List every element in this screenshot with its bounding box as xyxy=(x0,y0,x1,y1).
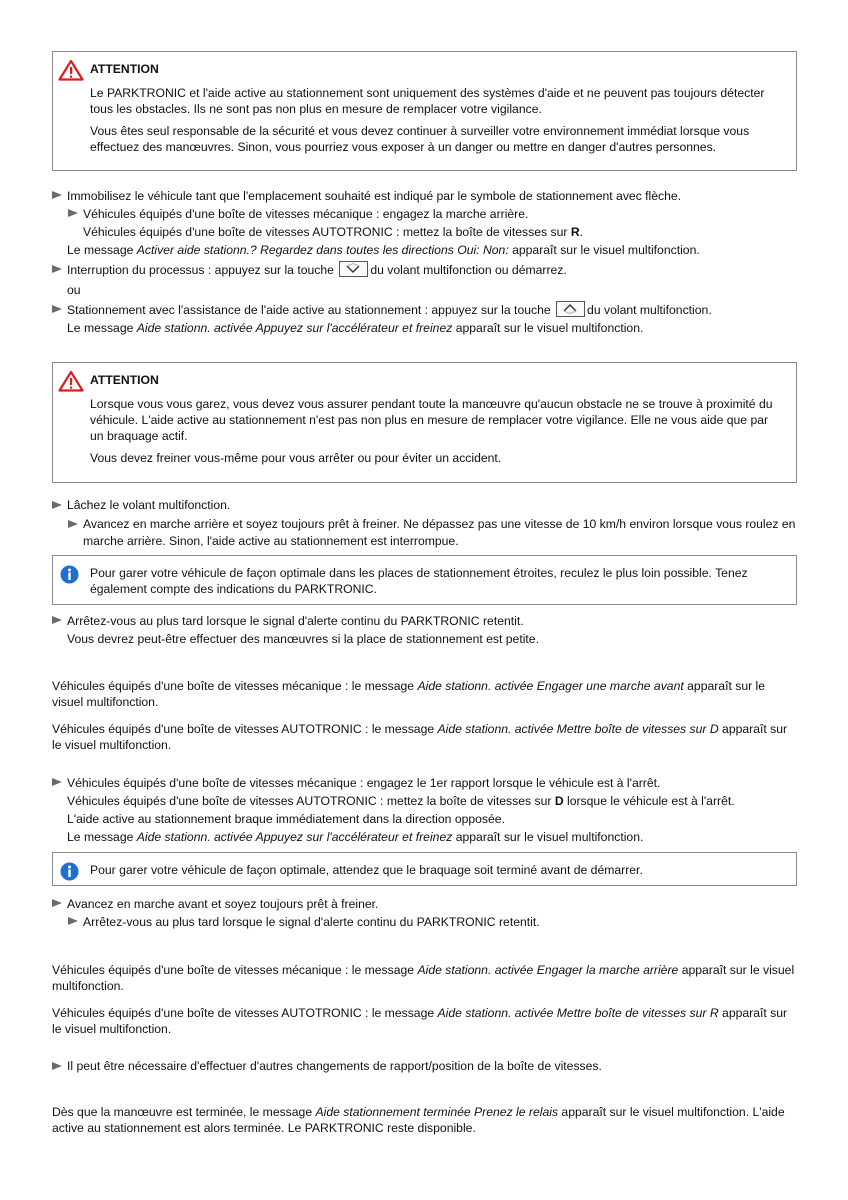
list-item: Avancez en marche arrière et soyez toujours prêt à freiner. Ne dépassez pas une vitesse de 10 km/h environ lorsque vous roulez en marche arrière. Sinon, l'aide active au stationnement est interrompue. xyxy=(52,516,797,550)
list-item: Véhicules équipés d'une boîte de vitesses AUTOTRONIC : mettez la boîte de vitesses sur D lorsque le véhicule est à l'arrêt. xyxy=(67,794,735,808)
step-list xyxy=(52,774,797,846)
warning-box-1 xyxy=(52,51,797,171)
arrow-bullet-icon xyxy=(52,305,62,313)
message-line: Le message Activer aide stationn.? Regardez dans toutes les directions Oui: Non: apparaît sur le visuel multifonction. xyxy=(67,243,700,257)
info-text: Pour garer votre véhicule de façon optimale dans les places de stationnement étroites, reculez le plus loin possible. Tenez également compte des indications du PARKTRONIC. xyxy=(90,566,748,596)
warning-title: ATTENTION xyxy=(90,62,159,76)
warning-triangle-icon xyxy=(58,59,84,81)
warning-text: Vous êtes seul responsable de la sécurité et vous devez continuer à surveiller votre environnement immédiat lorsque vous effectuez des manœuvres. Sinon, vous pourriez vous exposer à un danger ou mettre en danger d'autres personnes. xyxy=(90,124,750,154)
paragraph: Véhicules équipés d'une boîte de vitesses mécanique : le message Aide stationn. activée Engager la marche arrière apparaît sur le visuel multifonction. xyxy=(52,963,795,993)
key-up-icon xyxy=(556,301,585,317)
message-line: Le message Aide stationn. activée Appuyez sur l'accélérateur et freinez apparaît sur le visuel multifonction. xyxy=(67,321,644,335)
list-item: Véhicules équipés d'une boîte de vitesses mécanique : engagez le 1er rapport lorsque le véhicule est à l'arrêt. xyxy=(52,774,797,792)
step-list xyxy=(52,187,797,337)
list-item: Interruption du processus : appuyez sur la touche du volant multifonction ou démarrez. xyxy=(52,261,797,279)
info-box-2 xyxy=(52,852,797,886)
arrow-bullet-icon xyxy=(52,265,62,273)
step-list xyxy=(52,497,797,550)
arrow-bullet-icon xyxy=(52,1062,62,1070)
info-box-1 xyxy=(52,555,797,605)
arrow-bullet-icon xyxy=(52,778,62,786)
paragraph: Véhicules équipés d'une boîte de vitesses AUTOTRONIC : le message Aide stationn. activée Mettre boîte de vitesses sur D apparaît sur le visuel multifonction. xyxy=(52,722,788,752)
arrow-bullet-icon xyxy=(52,616,62,624)
list-item: Stationnement avec l'assistance de l'aide active au stationnement : appuyez sur la touche du volant multifonction. xyxy=(52,301,797,319)
info-icon xyxy=(60,565,79,584)
step-list xyxy=(52,1058,797,1074)
warning-triangle-icon xyxy=(58,370,84,392)
list-item: Vous devrez peut-être effectuer des manœuvres si la place de stationnement est petite. xyxy=(67,632,539,646)
warning-text: Vous devez freiner vous-même pour vous arrêter ou pour éviter un accident. xyxy=(90,451,502,465)
message-line: Le message Aide stationn. activée Appuyez sur l'accélérateur et freinez apparaît sur le visuel multifonction. xyxy=(67,830,644,844)
list-item: Immobilisez le véhicule tant que l'emplacement souhaité est indiqué par le symbole de stationnement avec flèche. xyxy=(52,187,797,205)
list-item: Véhicules équipés d'une boîte de vitesses AUTOTRONIC : mettez la boîte de vitesses sur R. xyxy=(83,225,584,239)
key-down-icon xyxy=(339,261,368,277)
paragraph: Véhicules équipés d'une boîte de vitesses AUTOTRONIC : le message Aide stationn. activée Mettre boîte de vitesses sur R apparaît sur le visuel multifonction. xyxy=(52,1006,788,1036)
list-item: Lâchez le volant multifonction. xyxy=(52,497,797,514)
list-item: Il peut être nécessaire d'effectuer d'autres changements de rapport/position de la boîte de vitesses. xyxy=(52,1058,797,1074)
arrow-bullet-icon xyxy=(68,520,78,528)
list-item: Véhicules équipés d'une boîte de vitesses mécanique : engagez la marche arrière. xyxy=(52,205,797,223)
list-item: ou xyxy=(67,283,81,297)
warning-text: Le PARKTRONIC et l'aide active au stationnement sont uniquement des systèmes d'aide et ne peuvent pas toujours détecter tous les obstacles. Ils ne sont pas non plus en mesure de remplacer votre vigilance. xyxy=(90,86,765,116)
arrow-bullet-icon xyxy=(52,899,62,907)
arrow-bullet-icon xyxy=(68,209,78,217)
list-item: Arrêtez-vous au plus tard lorsque le signal d'alerte continu du PARKTRONIC retentit. xyxy=(52,612,797,630)
list-item: Arrêtez-vous au plus tard lorsque le signal d'alerte continu du PARKTRONIC retentit. xyxy=(52,913,797,931)
step-list xyxy=(52,895,797,931)
warning-box-2 xyxy=(52,362,797,483)
info-icon xyxy=(60,862,79,881)
info-text: Pour garer votre véhicule de façon optimale, attendez que le braquage soit terminé avant de démarrer. xyxy=(90,863,643,877)
arrow-bullet-icon xyxy=(52,501,62,509)
paragraph: Dès que la manœuvre est terminée, le message Aide stationnement terminée Prenez le relais apparaît sur le visuel multifonction. L'aide active au stationnement est alors terminée. Le PARKTRONIC reste disponible. xyxy=(52,1105,785,1135)
document-page xyxy=(52,51,797,1136)
arrow-bullet-icon xyxy=(68,917,78,925)
step-list xyxy=(52,612,797,648)
warning-title: ATTENTION xyxy=(90,373,159,387)
list-item: L'aide active au stationnement braque immédiatement dans la direction opposée. xyxy=(67,812,505,826)
arrow-bullet-icon xyxy=(52,191,62,199)
list-item: Avancez en marche avant et soyez toujours prêt à freiner. xyxy=(52,895,797,913)
paragraph: Véhicules équipés d'une boîte de vitesses mécanique : le message Aide stationn. activée Engager une marche avant apparaît sur le visuel multifonction. xyxy=(52,679,766,709)
warning-text: Lorsque vous vous garez, vous devez vous assurer pendant toute la manœuvre qu'aucun obstacle ne se trouve à proximité du véhicule. L'aide active au stationnement n'est pas non plus en mesure de remplacer votre vigilance. Elle ne vous aide que par un braquage actif. xyxy=(90,397,773,443)
